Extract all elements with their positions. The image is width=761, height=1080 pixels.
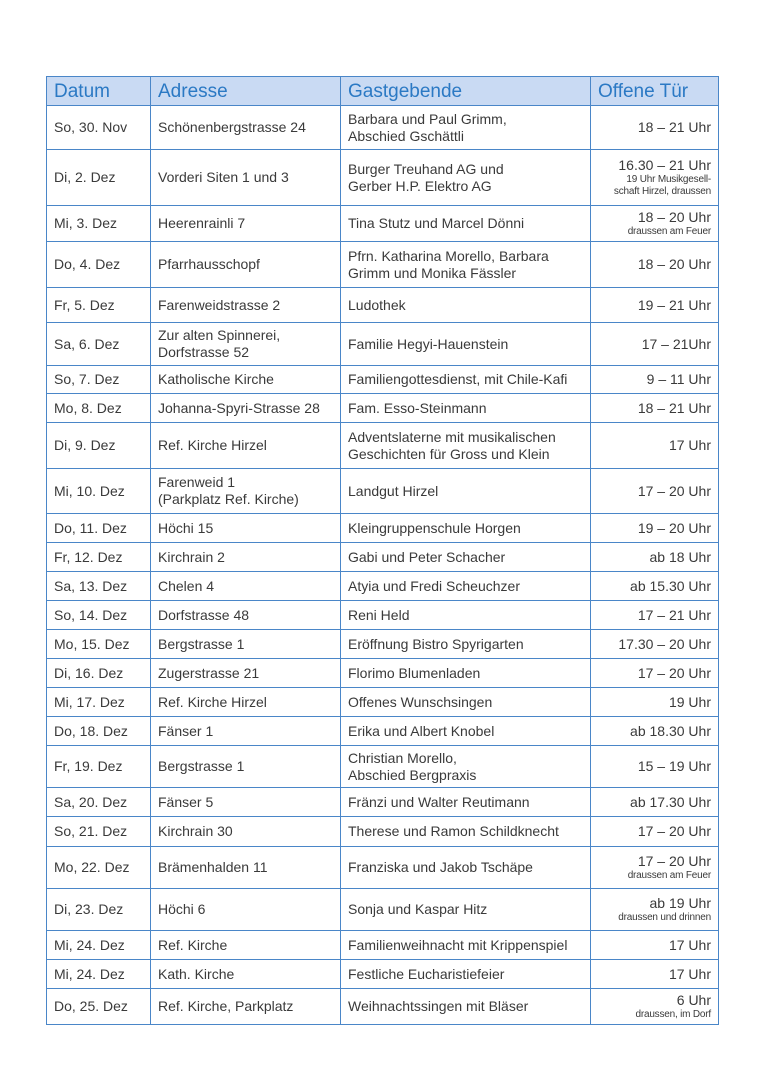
cell-adresse-line: Ref. Kirche, Parkplatz xyxy=(158,998,294,1014)
cell-offene-tuer xyxy=(591,423,719,469)
table-row xyxy=(47,931,719,960)
cell-gastgebende xyxy=(341,717,591,746)
cell-adresse xyxy=(151,989,341,1025)
cell-datum: Di, 2. Dez xyxy=(47,150,151,206)
cell-datum: Mo, 15. Dez xyxy=(47,630,151,659)
time-range: 17 – 20 Uhr xyxy=(637,664,711,681)
table-row xyxy=(47,817,719,847)
table-row xyxy=(47,469,719,514)
cell-adresse-line: Heerenrainli 7 xyxy=(158,215,246,231)
cell-gastgebende xyxy=(341,423,591,469)
cell-offene-tuer xyxy=(591,150,719,206)
cell-gastgebende xyxy=(341,572,591,601)
cell-adresse-line: Bergstrasse 1 xyxy=(158,635,245,652)
table-row xyxy=(47,206,719,242)
cell-gastgebende xyxy=(341,788,591,817)
cell-datum: Mo, 22. Dez xyxy=(47,847,151,889)
time-note: draussen, im Dorf xyxy=(635,1009,711,1020)
cell-gastgebende xyxy=(341,150,591,206)
time-range: 17 – 20 Uhr xyxy=(637,853,711,869)
cell-gastgebende-line: Christian Morello, xyxy=(348,749,457,766)
cell-adresse-line: Ref. Kirche xyxy=(158,936,228,953)
cell-gastgebende-line: Barbara und Paul Grimm, xyxy=(348,110,507,127)
cell-datum: Sa, 13. Dez xyxy=(47,572,151,601)
cell-gastgebende xyxy=(341,323,591,366)
cell-datum: Di, 23. Dez xyxy=(47,889,151,931)
time-range: 18 – 21 Uhr xyxy=(637,119,711,135)
table-row xyxy=(47,889,719,931)
table-row xyxy=(47,288,719,323)
cell-adresse-line: Brämenhalden 11 xyxy=(158,859,268,875)
cell-offene-tuer xyxy=(591,847,719,889)
cell-datum: Mi, 24. Dez xyxy=(47,960,151,989)
cell-gastgebende-line: Therese und Ramon Schildknecht xyxy=(348,823,559,839)
schedule-table xyxy=(46,76,719,1025)
cell-gastgebende-line: Atyia und Fredi Scheuchzer xyxy=(348,577,520,594)
cell-adresse-line: Höchi 6 xyxy=(158,901,206,917)
table-row xyxy=(47,572,719,601)
time-note: 19 Uhr Musikgesell- xyxy=(626,174,711,185)
cell-adresse-line: Katholische Kirche xyxy=(158,371,274,387)
time-range: ab 18.30 Uhr xyxy=(630,722,711,739)
cell-gastgebende-line: Erika und Albert Knobel xyxy=(348,722,495,739)
cell-gastgebende xyxy=(341,469,591,514)
cell-adresse-line: Ref. Kirche Hirzel xyxy=(158,437,267,453)
cell-datum: Do, 18. Dez xyxy=(47,717,151,746)
cell-gastgebende-line: Abschied Gschättli xyxy=(348,127,464,144)
cell-gastgebende xyxy=(341,288,591,323)
cell-offene-tuer xyxy=(591,514,719,543)
cell-datum: Di, 16. Dez xyxy=(47,659,151,688)
time-note: draussen am Feuer xyxy=(627,226,711,237)
cell-adresse-line: Fänser 5 xyxy=(158,793,214,810)
cell-offene-tuer xyxy=(591,960,719,989)
cell-datum: Di, 9. Dez xyxy=(47,423,151,469)
cell-gastgebende xyxy=(341,931,591,960)
column-header-gastgebende: Gastgebende xyxy=(341,77,591,106)
cell-datum: So, 14. Dez xyxy=(47,601,151,630)
time-range: 17 – 20 Uhr xyxy=(637,482,711,499)
cell-datum: Mi, 24. Dez xyxy=(47,931,151,960)
cell-offene-tuer xyxy=(591,543,719,572)
cell-gastgebende-line: Festliche Eucharistiefeier xyxy=(348,965,505,982)
cell-adresse xyxy=(151,394,341,423)
cell-offene-tuer xyxy=(591,469,719,514)
cell-datum: Fr, 5. Dez xyxy=(47,288,151,323)
time-range: 19 Uhr xyxy=(668,693,711,710)
cell-gastgebende-line: Familiengottesdienst, mit Chile-Kafi xyxy=(348,371,568,387)
table-row xyxy=(47,847,719,889)
cell-adresse xyxy=(151,242,341,288)
cell-offene-tuer xyxy=(591,106,719,150)
table-row xyxy=(47,630,719,659)
time-range: 18 – 20 Uhr xyxy=(637,209,711,225)
cell-offene-tuer xyxy=(591,242,719,288)
cell-gastgebende-line: Adventslaterne mit musikalischen xyxy=(348,428,556,445)
cell-offene-tuer xyxy=(591,572,719,601)
cell-adresse xyxy=(151,889,341,931)
cell-adresse-line: Kirchrain 30 xyxy=(158,823,233,839)
cell-adresse-line: Farenweid 1 xyxy=(158,474,236,490)
cell-offene-tuer xyxy=(591,323,719,366)
table-row xyxy=(47,746,719,788)
time-range: 17 – 20 Uhr xyxy=(637,823,711,839)
cell-gastgebende-line: Familie Hegyi-Hauenstein xyxy=(348,335,509,352)
cell-gastgebende xyxy=(341,394,591,423)
table-row xyxy=(47,688,719,717)
cell-datum: Mi, 10. Dez xyxy=(47,469,151,514)
cell-adresse-line: Pfarrhausschopf xyxy=(158,256,260,272)
cell-gastgebende-line: Weihnachtssingen mit Bläser xyxy=(348,998,529,1014)
cell-gastgebende-line: Fränzi und Walter Reutimann xyxy=(348,793,530,810)
cell-adresse-line: Höchi 15 xyxy=(158,519,214,536)
cell-adresse xyxy=(151,717,341,746)
cell-adresse-line: Farenweidstrasse 2 xyxy=(158,296,281,313)
cell-adresse-line: Chelen 4 xyxy=(158,577,215,594)
cell-gastgebende xyxy=(341,630,591,659)
cell-adresse-line: Kath. Kirche xyxy=(158,965,235,982)
cell-datum: Mi, 17. Dez xyxy=(47,688,151,717)
time-range: 17 Uhr xyxy=(668,437,711,453)
table-row xyxy=(47,150,719,206)
cell-adresse xyxy=(151,288,341,323)
time-note: schaft Hirzel, draussen xyxy=(613,186,711,197)
cell-adresse-line: Fänser 1 xyxy=(158,722,214,739)
cell-gastgebende-line: Familienweihnacht mit Krippenspiel xyxy=(348,936,568,953)
table-row xyxy=(47,242,719,288)
cell-datum: Sa, 6. Dez xyxy=(47,323,151,366)
cell-adresse xyxy=(151,931,341,960)
cell-adresse xyxy=(151,746,341,788)
cell-gastgebende-line: Kleingruppenschule Horgen xyxy=(348,519,521,536)
cell-gastgebende-line: Offenes Wunschsingen xyxy=(348,693,493,710)
cell-gastgebende xyxy=(341,889,591,931)
cell-offene-tuer xyxy=(591,601,719,630)
cell-gastgebende-line: Pfrn. Katharina Morello, Barbara xyxy=(348,247,549,264)
cell-gastgebende-line: Franziska und Jakob Tschäpe xyxy=(348,859,533,875)
cell-gastgebende-line: Grimm und Monika Fässler xyxy=(348,264,517,281)
cell-gastgebende-line: Geschichten für Gross und Klein xyxy=(348,445,550,462)
cell-gastgebende xyxy=(341,659,591,688)
table-row xyxy=(47,514,719,543)
column-header-adresse: Adresse xyxy=(151,77,341,106)
table-row xyxy=(47,423,719,469)
cell-datum: Mo, 8. Dez xyxy=(47,394,151,423)
table-row xyxy=(47,394,719,423)
cell-gastgebende xyxy=(341,601,591,630)
cell-gastgebende-line: Eröffnung Bistro Spyrigarten xyxy=(348,635,524,652)
header-row xyxy=(47,77,719,106)
cell-adresse xyxy=(151,817,341,847)
cell-offene-tuer xyxy=(591,630,719,659)
time-range: ab 17.30 Uhr xyxy=(630,793,711,810)
time-range: ab 19 Uhr xyxy=(649,895,711,911)
cell-adresse xyxy=(151,960,341,989)
column-header-datum: Datum xyxy=(47,77,151,106)
cell-adresse xyxy=(151,514,341,543)
time-range: ab 15.30 Uhr xyxy=(630,577,711,594)
cell-gastgebende xyxy=(341,106,591,150)
cell-offene-tuer xyxy=(591,366,719,394)
time-range: 9 – 11 Uhr xyxy=(646,371,711,387)
cell-offene-tuer xyxy=(591,788,719,817)
cell-datum: So, 21. Dez xyxy=(47,817,151,847)
cell-datum: Sa, 20. Dez xyxy=(47,788,151,817)
time-range: ab 18 Uhr xyxy=(649,548,711,565)
time-range: 6 Uhr xyxy=(676,992,711,1008)
cell-offene-tuer xyxy=(591,688,719,717)
cell-gastgebende-line: Sonja und Kaspar Hitz xyxy=(348,901,488,917)
cell-datum: Do, 25. Dez xyxy=(47,989,151,1025)
cell-gastgebende-line: Florimo Blumenladen xyxy=(348,664,481,681)
time-range: 16.30 – 21 Uhr xyxy=(618,157,711,173)
cell-adresse xyxy=(151,601,341,630)
cell-gastgebende xyxy=(341,989,591,1025)
cell-adresse-line: Kirchrain 2 xyxy=(158,548,225,565)
time-note: draussen und drinnen xyxy=(618,912,711,923)
cell-adresse xyxy=(151,543,341,572)
column-header-offene-tuer: Offene Tür xyxy=(591,77,719,106)
table-row xyxy=(47,717,719,746)
cell-datum: Do, 4. Dez xyxy=(47,242,151,288)
cell-gastgebende-line: Landgut Hirzel xyxy=(348,482,439,499)
cell-adresse-line: Ref. Kirche Hirzel xyxy=(158,693,267,710)
cell-offene-tuer xyxy=(591,206,719,242)
cell-offene-tuer xyxy=(591,989,719,1025)
cell-gastgebende-line: Abschied Bergpraxis xyxy=(348,766,477,783)
cell-gastgebende-line: Gerber H.P. Elektro AG xyxy=(348,177,492,194)
cell-gastgebende-line: Fam. Esso-Steinmann xyxy=(348,399,487,416)
cell-gastgebende-line: Ludothek xyxy=(348,296,406,313)
cell-adresse xyxy=(151,469,341,514)
cell-datum: Do, 11. Dez xyxy=(47,514,151,543)
cell-datum: So, 30. Nov xyxy=(47,106,151,150)
cell-adresse-line: Bergstrasse 1 xyxy=(158,758,245,774)
table-row xyxy=(47,960,719,989)
cell-adresse xyxy=(151,366,341,394)
cell-offene-tuer xyxy=(591,817,719,847)
cell-offene-tuer xyxy=(591,659,719,688)
cell-adresse xyxy=(151,106,341,150)
time-range: 15 – 19 Uhr xyxy=(637,758,711,774)
cell-datum: Fr, 12. Dez xyxy=(47,543,151,572)
cell-adresse xyxy=(151,150,341,206)
cell-gastgebende-line: Burger Treuhand AG und xyxy=(348,160,504,177)
cell-gastgebende-line: Gabi und Peter Schacher xyxy=(348,548,506,565)
cell-gastgebende xyxy=(341,746,591,788)
time-range: 17.30 – 20 Uhr xyxy=(618,635,711,652)
cell-adresse-line: Zur alten Spinnerei, xyxy=(158,327,281,343)
cell-adresse-line: Johanna-Spyri-Strasse 28 xyxy=(158,399,320,416)
cell-gastgebende-line: Tina Stutz und Marcel Dönni xyxy=(348,215,525,231)
cell-gastgebende xyxy=(341,847,591,889)
cell-adresse xyxy=(151,659,341,688)
cell-adresse xyxy=(151,688,341,717)
cell-adresse xyxy=(151,206,341,242)
cell-adresse xyxy=(151,323,341,366)
time-range: 17 Uhr xyxy=(668,936,711,953)
cell-offene-tuer xyxy=(591,746,719,788)
cell-gastgebende-line: Reni Held xyxy=(348,606,410,623)
cell-gastgebende xyxy=(341,514,591,543)
time-range: 17 – 21Uhr xyxy=(641,335,711,352)
cell-offene-tuer xyxy=(591,931,719,960)
cell-adresse xyxy=(151,423,341,469)
table-row xyxy=(47,106,719,150)
time-range: 19 – 20 Uhr xyxy=(637,519,711,536)
cell-offene-tuer xyxy=(591,889,719,931)
time-range: 18 – 21 Uhr xyxy=(637,399,711,416)
table-row xyxy=(47,323,719,366)
table-row xyxy=(47,659,719,688)
table-row xyxy=(47,989,719,1025)
table-row xyxy=(47,366,719,394)
cell-datum: So, 7. Dez xyxy=(47,366,151,394)
time-note: draussen am Feuer xyxy=(627,870,711,881)
cell-adresse-line: Dorfstrasse 52 xyxy=(158,344,250,360)
table-row xyxy=(47,543,719,572)
cell-adresse xyxy=(151,847,341,889)
cell-gastgebende xyxy=(341,543,591,572)
cell-adresse xyxy=(151,630,341,659)
time-range: 18 – 20 Uhr xyxy=(637,256,711,272)
cell-adresse-line: (Parkplatz Ref. Kirche) xyxy=(158,491,299,507)
time-range: 17 Uhr xyxy=(668,965,711,982)
cell-adresse-line: Zugerstrasse 21 xyxy=(158,664,260,681)
cell-datum: Mi, 3. Dez xyxy=(47,206,151,242)
cell-gastgebende xyxy=(341,688,591,717)
cell-offene-tuer xyxy=(591,288,719,323)
cell-gastgebende xyxy=(341,206,591,242)
cell-adresse-line: Schönenbergstrasse 24 xyxy=(158,119,306,135)
time-range: 17 – 21 Uhr xyxy=(637,606,711,623)
cell-adresse-line: Dorfstrasse 48 xyxy=(158,606,250,623)
time-range: 19 – 21 Uhr xyxy=(637,296,711,313)
cell-offene-tuer xyxy=(591,717,719,746)
cell-gastgebende xyxy=(341,366,591,394)
cell-gastgebende xyxy=(341,817,591,847)
cell-adresse-line: Vorderi Siten 1 und 3 xyxy=(158,169,289,185)
table-row xyxy=(47,601,719,630)
cell-gastgebende xyxy=(341,242,591,288)
cell-adresse xyxy=(151,572,341,601)
cell-datum: Fr, 19. Dez xyxy=(47,746,151,788)
table-row xyxy=(47,788,719,817)
cell-adresse xyxy=(151,788,341,817)
cell-offene-tuer xyxy=(591,394,719,423)
cell-gastgebende xyxy=(341,960,591,989)
